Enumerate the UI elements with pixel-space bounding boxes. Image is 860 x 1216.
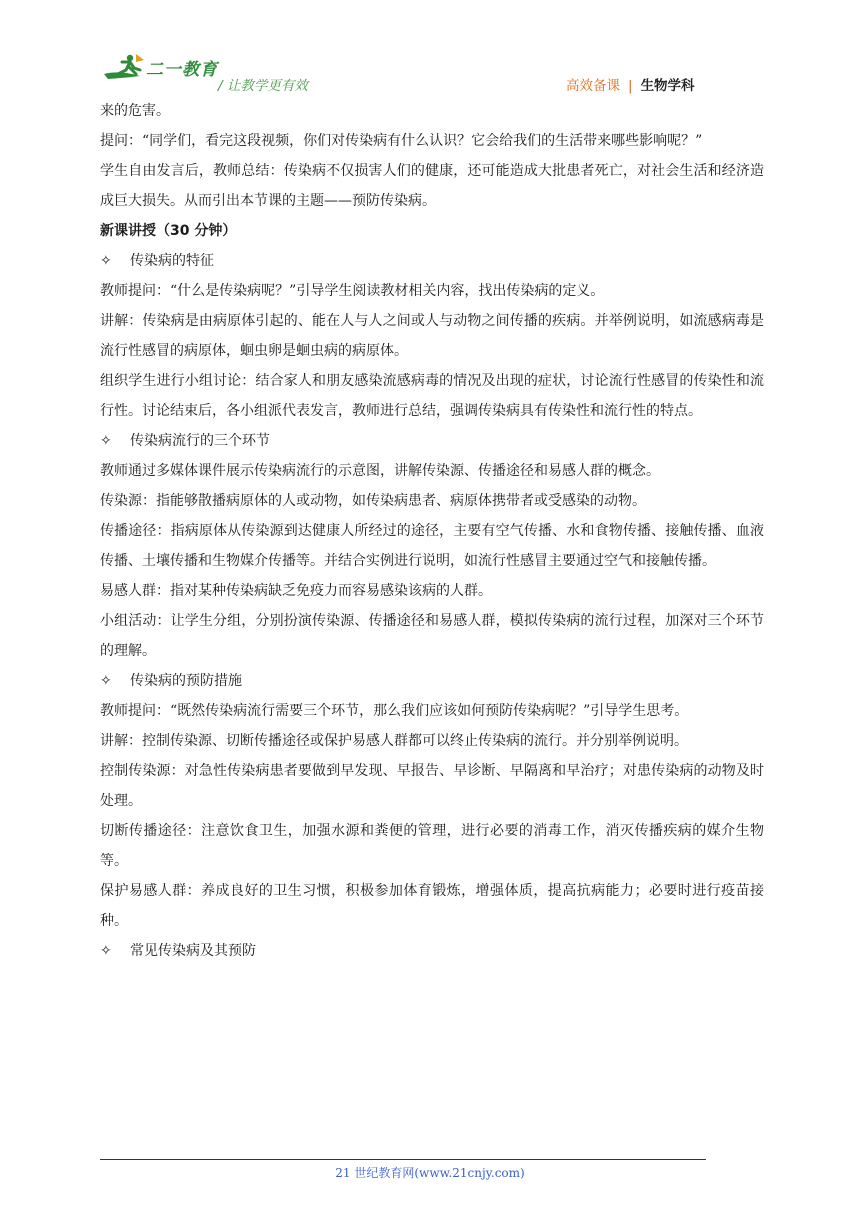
paragraph: 讲解：控制传染源、切断传播途径或保护易感人群都可以终止传染病的流行。并分别举例说明。 — [100, 733, 688, 749]
paragraph: 学生自由发言后，教师总结：传染病不仅损害人们的健康，还可能造成大批患者死亡，对社会生活和经济造成巨大损失。从而引出本节课的主题——预防传染病。 — [100, 163, 764, 209]
paragraph: 来的危害。 — [100, 103, 170, 119]
paragraph: 教师通过多媒体课件展示传染病流行的示意图，讲解传染源、传播途径和易感人群的概念。 — [100, 463, 660, 479]
bullet-heading-text: 传染病的预防措施 — [130, 673, 242, 689]
page-header — [0, 0, 860, 100]
bullet-heading — [100, 936, 764, 966]
paragraph: 教师提问：“既然传染病流行需要三个环节，那么我们应该如何预防传染病呢？”引导学生思考。 — [100, 703, 689, 719]
footer-source-link[interactable]: 21 世纪教育网(www.21cnjy.com) — [335, 1166, 525, 1180]
bullet-heading — [100, 666, 764, 696]
header-tagline — [566, 74, 695, 94]
paragraph: 控制传染源：对急性传染病患者要做到早发现、早报告、早诊断、早隔离和早治疗；对患传染病的动物及时处理。 — [100, 763, 764, 809]
paragraph: 易感人群：指对某种传染病缺乏免疫力而容易感染该病的人群。 — [100, 583, 492, 599]
bullet-icon: ✧ — [100, 253, 112, 269]
paragraph: 保护易感人群：养成良好的卫生习惯，积极参加体育锻炼，增强体质，提高抗病能力；必要时进行疫苗接种。 — [100, 883, 764, 929]
tag-efficient-prep: 高效备课 — [566, 78, 620, 94]
logo-text: 二一教育 — [146, 60, 218, 80]
paragraph: 传播途径：指病原体从传染源到达健康人所经过的途径，主要有空气传播、水和食物传播、接触传播、血液传播、土壤传播和生物媒介传播等。并结合实例进行说明，如流行性感冒主要通过空气和接触传播。 — [100, 523, 764, 569]
paragraph: 讲解：传染病是由病原体引起的、能在人与人之间或人与动物之间传播的疾病。并举例说明，如流感病毒是流行性感冒的病原体，蛔虫卵是蛔虫病的病原体。 — [100, 313, 764, 359]
tag-subject: 生物学科 — [640, 78, 695, 94]
paragraph: 切断传播途径：注意饮食卫生，加强水源和粪便的管理，进行必要的消毒工作，消灭传播疾病的媒介生物等。 — [100, 823, 764, 869]
paragraph: 小组活动：让学生分组，分别扮演传染源、传播途径和易感人群，模拟传染病的流行过程，加深对三个环节的理解。 — [100, 613, 764, 659]
header-slogan: / 让教学更有效 — [218, 78, 308, 94]
bullet-heading-text: 传染病的特征 — [130, 253, 214, 269]
paragraph: 提问：“同学们，看完这段视频，你们对传染病有什么认识？它会给我们的生活带来哪些影响呢？” — [100, 133, 703, 149]
document-body — [100, 96, 764, 966]
paragraph: 组织学生进行小组讨论：结合家人和朋友感染流感病毒的情况及出现的症状，讨论流行性感冒的传染性和流行性。讨论结束后，各小组派代表发言，教师进行总结，强调传染病具有传染性和流行性的特点。 — [100, 373, 764, 419]
paragraph: 教师提问：“什么是传染病呢？”引导学生阅读教材相关内容，找出传染病的定义。 — [100, 283, 605, 299]
footer-divider — [100, 1159, 706, 1160]
bullet-heading — [100, 426, 764, 456]
paragraph: 传染源：指能够散播病原体的人或动物，如传染病患者、病原体携带者或受感染的动物。 — [100, 493, 646, 509]
bullet-icon: ✧ — [100, 433, 112, 449]
section-heading: 新课讲授（30 分钟） — [100, 223, 237, 239]
bullet-icon: ✧ — [100, 943, 112, 959]
bullet-heading-text: 传染病流行的三个环节 — [130, 433, 270, 449]
tag-separator: | — [628, 78, 633, 94]
bullet-heading-text: 常见传染病及其预防 — [130, 943, 256, 959]
bullet-heading — [100, 246, 764, 276]
bullet-icon: ✧ — [100, 673, 112, 689]
